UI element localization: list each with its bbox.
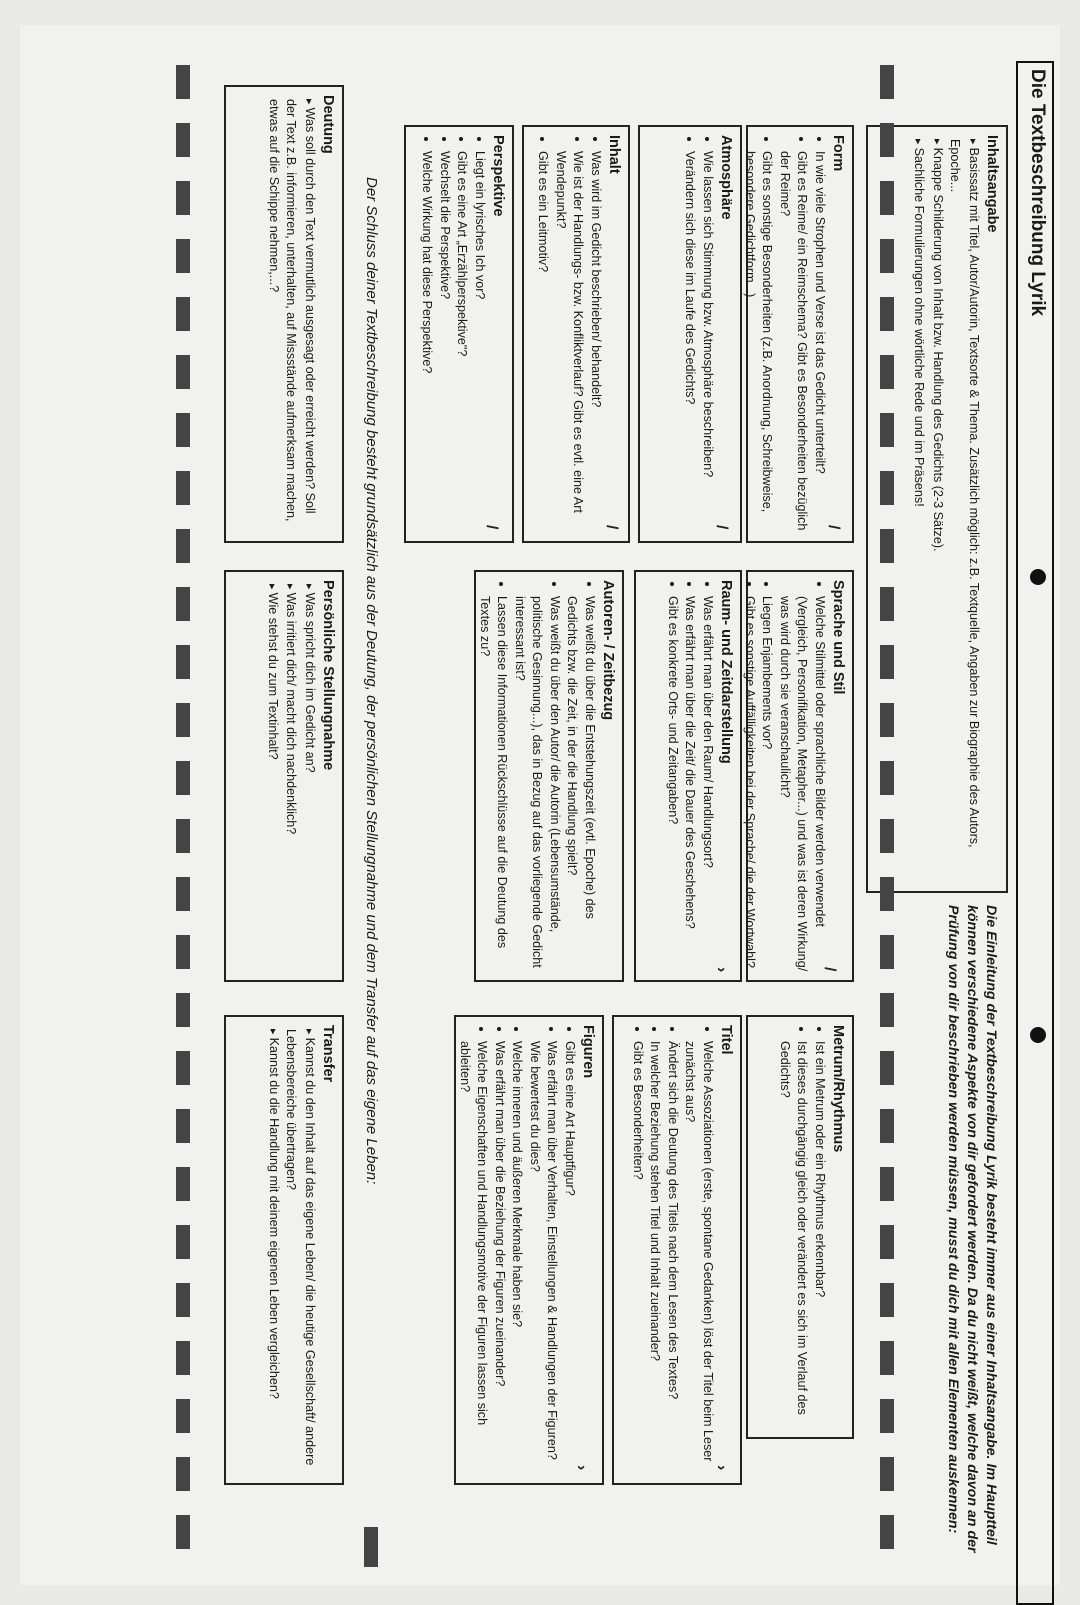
list-item: ▸ Was irritiert dich/ macht dich nachdenklich? (281, 584, 300, 972)
box-titel (612, 1015, 742, 1485)
dash-segment (176, 1341, 190, 1375)
dash-segment (880, 1167, 894, 1201)
transfer-heading: Transfer (320, 1025, 336, 1083)
list-item: • Gibt es Besonderheiten? (629, 1041, 647, 1475)
box-perspektive (404, 125, 514, 543)
list-item: ▸ Knappe Schilderung von Inhalt bzw. Handlung des Gedichts (2-3 Sätze). (928, 139, 947, 883)
dash-segment (880, 1225, 894, 1259)
list-item: • Welche inneren und äußeren Merkmale haben sie? (508, 1041, 526, 1475)
dash-segment (880, 181, 894, 215)
sprache-heading: Sprache und Stil (830, 580, 846, 695)
box-sprache-stil (743, 570, 854, 982)
box-deutung (224, 85, 344, 543)
dash-segment (176, 181, 190, 215)
dash-segment (880, 1457, 894, 1491)
check-mark-icon: / (713, 525, 730, 530)
list-item: • In welcher Beziehung stehen Titel und Inhalt zueinander? (646, 1041, 664, 1475)
list-item: ▸ Sachliche Formulierungen ohne wörtliche Rede und im Präsens! (909, 139, 928, 883)
dash-segment (880, 239, 894, 273)
dash-segment (176, 65, 190, 99)
dash-segment (880, 1283, 894, 1317)
list-item: ▸ Was spricht dich im Gedicht an? (300, 584, 319, 972)
list-item: • Verändern sich diese im Laufe des Gedichts? (681, 151, 699, 533)
dash-segment (880, 471, 894, 505)
dash-segment (880, 355, 894, 389)
raum-heading: Raum- und Zeitdarstellung (718, 580, 734, 764)
dash-segment (176, 1399, 190, 1433)
list-item: • Was erfährt man über den Raum/ Handlungsort? (699, 596, 717, 972)
list-item: • Gibt es ein Leitmotiv? (534, 151, 552, 533)
list-item: • Welche Wirkung hat diese Perspektive? (418, 151, 436, 533)
list-item: • Wie lassen sich Stimmung bzw. Atmosphäre beschreiben? (699, 151, 717, 533)
title-frame (1016, 61, 1054, 1605)
list-item: • Ist dieses durchgängig gleich oder verändert es sich im Verlauf des Gedichts? (776, 1041, 811, 1429)
list-item: • Gibt es eine Art „Erzählperspektive"? (453, 151, 471, 533)
box-figuren (454, 1015, 604, 1485)
punch-hole-icon (1030, 569, 1046, 585)
dash-segment (176, 877, 190, 911)
dash-segment (880, 1515, 894, 1549)
form-heading: Form (830, 135, 846, 172)
dash-segment (176, 1109, 190, 1143)
dash-segment (176, 355, 190, 389)
dash-segment (880, 819, 894, 853)
dash-segment (176, 993, 190, 1027)
dash-segment (880, 993, 894, 1027)
list-item: • Was weißt du über den Autor/ die Autorin (Lebensumstände, politische Gesinnung...), das in Bezug auf das vorliegende Gedicht interessant ist? (511, 596, 564, 972)
autor-heading: Autoren- / Zeitbezug (600, 580, 616, 721)
list-item: ▸ Kannst du den Inhalt auf das eigene Leben/ die heutige Gesellschaft/ andere Lebensbereiche übertragen? (282, 1029, 318, 1475)
dash-segment (880, 1399, 894, 1433)
titel-heading: Titel (718, 1025, 734, 1055)
check-mark-icon: / (821, 967, 838, 972)
dash-segment (880, 529, 894, 563)
check-mark-icon: / (483, 525, 500, 530)
list-item: • Gibt es sonstige Besonderheiten (z.B. Anordnung, Schreibweise, besondere Gedichtform...) (741, 151, 776, 533)
dash-segment (880, 65, 894, 99)
redaction-mark (364, 1527, 378, 1567)
check-mark-icon: › (573, 1465, 590, 1471)
check-mark-icon: › (713, 1465, 730, 1471)
dash-segment (176, 239, 190, 273)
list-item: • Was wird im Gedicht beschrieben/ behandelt? (587, 151, 605, 533)
list-item: • Liegen Enjambements vor? (758, 596, 776, 972)
list-item: ▸ Was soll durch den Text vermutlich ausgesagt oder erreicht werden? Soll der Text z.B. informieren, unterhalten, auf Missstände aufmerksam machen, etwas auf die Schippe nehmen,...? (265, 99, 319, 533)
list-item: • Was erfährt man über die Zeit/ die Dauer des Geschehens? (681, 596, 699, 972)
rotated-worksheet (20, 25, 1060, 1585)
box-transfer (224, 1015, 344, 1485)
list-item: • Was erfährt man über die Beziehung der Figuren zueinander? (491, 1041, 509, 1475)
dash-segment (880, 1109, 894, 1143)
dash-segment (880, 587, 894, 621)
punch-hole-icon (1030, 1027, 1046, 1043)
stellungnahme-heading: Persönliche Stellungnahme (320, 580, 336, 771)
dash-segment (176, 1515, 190, 1549)
check-mark-icon: / (603, 525, 620, 530)
dash-segment (880, 413, 894, 447)
metrum-heading: Metrum/Rhythmus (830, 1025, 846, 1153)
dash-segment (176, 935, 190, 969)
dash-segment (176, 819, 190, 853)
inhaltsangabe-heading: Inhaltsangabe (984, 135, 1000, 233)
box-atmosphaere (638, 125, 742, 543)
list-item: • Lassen diese Informationen Rückschlüsse auf die Deutung des Textes zu? (476, 596, 511, 972)
list-item: ▸ Wie stehst du zum Textinhalt? (263, 584, 282, 972)
check-mark-icon: / (825, 525, 842, 530)
dash-segment (176, 1283, 190, 1317)
list-item: • Gibt es eine Art Hauptfigur? (561, 1041, 579, 1475)
intro-text: Die Einleitung der Textbeschreibung Lyrik besteht immer aus einer Inhaltsangabe. Im Hauptteil können verschiedene Aspekte von dir gefordert werden. Da du nicht weißt, welche davon an der Prüfung von dir beschrieben werden müssen, musst du dich mit allen Elementen auskennen: (945, 905, 999, 1553)
page-title: Die Textbeschreibung Lyrik (1027, 69, 1048, 317)
list-item: • Was erfährt man über Verhalten, Einstellungen & Handlungen der Figuren? Wie bewertest du dies? (526, 1041, 561, 1475)
dash-segment (176, 413, 190, 447)
figuren-heading: Figuren (580, 1025, 596, 1079)
dash-segment (176, 471, 190, 505)
dash-segment (176, 123, 190, 157)
dash-segment (176, 761, 190, 795)
list-item: • Ist ein Metrum oder ein Rhythmus erkennbar? (811, 1041, 829, 1429)
list-item: • Was weißt du über die Entstehungszeit (evtl. Epoche) des Gedichts bzw. die Zeit, in der die Handlung spielt? (563, 596, 598, 972)
deutung-heading: Deutung (320, 95, 336, 154)
atmosphaere-heading: Atmosphäre (718, 135, 734, 220)
inhalt-heading: Inhalt (606, 135, 622, 174)
list-item: • Welche Eigenschaften und Handlungsmotive der Figuren lassen sich ableiten? (456, 1041, 491, 1475)
list-item: • Wechselt die Perspektive? (436, 151, 454, 533)
dash-segment (176, 297, 190, 331)
list-item: ▸ Kannst du die Handlung mit deinem eigenen Leben vergleichen? (264, 1029, 283, 1475)
dash-segment (880, 123, 894, 157)
dash-segment (176, 1167, 190, 1201)
dash-segment (176, 1051, 190, 1085)
box-form (743, 125, 854, 543)
conclusion-text: Der Schluss deiner Textbeschreibung besteht grundsätzlich aus der Deutung, der persönlichen Stellungnahme und dem Transfer auf das eigene Leben: (363, 177, 380, 1185)
dash-segment (176, 587, 190, 621)
dash-segment (176, 1225, 190, 1259)
dash-segment (880, 703, 894, 737)
box-stellungnahme (224, 570, 344, 982)
dash-segment (880, 297, 894, 331)
list-item: • Gibt es Reime/ ein Reimschema? Gibt es Besonderheiten bezüglich der Reime? (776, 151, 811, 533)
dash-segment (880, 935, 894, 969)
dash-segment (176, 645, 190, 679)
perspektive-heading: Perspektive (490, 135, 506, 217)
dash-segment (176, 1457, 190, 1491)
list-item: • Ändert sich die Deutung des Titels nach dem Lesen des Textes? (664, 1041, 682, 1475)
dash-segment (880, 1051, 894, 1085)
dash-segment (176, 703, 190, 737)
check-mark-icon: › (713, 967, 730, 973)
dash-segment (880, 877, 894, 911)
list-item: • In wie viele Strophen und Verse ist das Gedicht unterteilt? (811, 151, 829, 533)
list-item: • Gibt es konkrete Orts- und Zeitangaben? (664, 596, 682, 972)
list-item: • Welche Stilmittel oder sprachliche Bilder werden verwendet (Vergleich, Personifikation, Metapher...) und was ist deren Wirkung/ was wird durch sie veranschaulicht? (776, 596, 829, 972)
dash-segment (880, 645, 894, 679)
list-item: • Wie ist der Handlungs- bzw. Konfliktverlauf? Gibt es evtl. eine Art Wendepunkt? (552, 151, 587, 533)
list-item: ▸ Basissatz mit Titel, Autor/Autorin, Textsorte & Thema. Zusätzlich möglich: z.B. Textquelle, Angaben zur Biographie des Autors, Epoche... (946, 139, 982, 883)
box-metrum-rhythmus (746, 1015, 854, 1439)
dash-segment (880, 1341, 894, 1375)
box-autoren-zeitbezug (474, 570, 624, 982)
list-item: • Liegt ein lyrisches Ich vor? (471, 151, 489, 533)
dash-segment (176, 529, 190, 563)
box-inhalt (522, 125, 630, 543)
box-raum-zeit (634, 570, 742, 982)
list-item: • Gibt es sonstige Auffälligkeiten bei der Sprache/ die der Wortwahl? (741, 596, 759, 972)
dash-segment (880, 761, 894, 795)
list-item: • Welche Assoziationen (erste, spontane Gedanken) löst der Titel beim Leser zunächst aus? (681, 1041, 716, 1475)
